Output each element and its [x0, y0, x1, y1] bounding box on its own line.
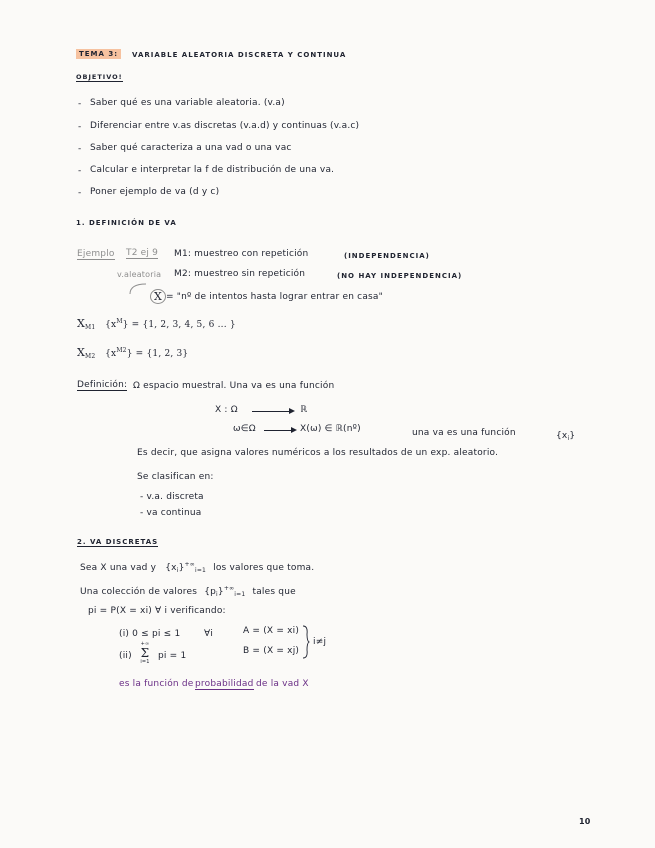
page-number: 10	[579, 817, 591, 826]
list-bullet: -	[78, 166, 82, 176]
prob-word: probabilidad	[195, 679, 254, 689]
section-2-heading: 2. VA DISCRETAS	[77, 538, 159, 546]
map-line-2-left: ω∈Ω	[233, 424, 256, 434]
xm1-expression: $X_{M1}$ $\{x^M\} = \{1$, 2, 3, 4, 5, 6 ... }	[77, 317, 236, 331]
list-item: Poner ejemplo de va (d y c)	[90, 187, 220, 197]
xm2-expression: $X_{M2}$ $\{x^{M2}\} = \{1$, 2, 3}	[77, 346, 189, 360]
map-line-1-right: ℝ	[300, 405, 308, 415]
event-a: A = (X = xi)	[243, 626, 300, 636]
sum-symbol: +∞ Σ i=1	[140, 641, 150, 665]
ejemplo-code: T2 ej 9	[126, 248, 159, 258]
brace-icon	[302, 625, 310, 659]
tema-label: TEMA 3:	[76, 49, 121, 59]
se-clasifican-text: Se clasifican en:	[137, 472, 214, 482]
list-bullet: -	[78, 188, 82, 198]
type-item: - va continua	[140, 508, 202, 518]
arrow-line	[252, 411, 290, 412]
curved-arrow-icon	[126, 282, 148, 296]
condition-1: (i) 0 ≤ pi ≤ 1	[119, 629, 181, 639]
vad-line-1: Sea X una vad y $\{x_i\}^{+\infty}_{i=1}$ los valores que toma.	[80, 561, 315, 574]
list-item: Diferenciar entre v.as discretas (v.a.d) y continuas (v.a.c)	[90, 121, 360, 131]
x-definition-text: = "nº de intentos hasta lograr entrar en casa"	[166, 292, 383, 302]
event-b: B = (X = xj)	[243, 646, 300, 656]
map-set: $\{x_i\}$	[556, 431, 576, 442]
prob-text-b: de la vad X	[256, 679, 309, 689]
definicion-text: Ω espacio muestral. Una va es una función	[133, 381, 335, 391]
prob-text-a: es la función de	[119, 679, 194, 689]
condition-2-label: (ii)	[119, 651, 132, 661]
section-1-heading: 1. DEFINICIÓN DE VA	[76, 219, 177, 227]
condition-2-rest: pi = 1	[158, 651, 187, 661]
arrow-line	[264, 430, 292, 431]
map-line-1-left: X : Ω	[215, 405, 238, 415]
x-variable-symbol: X	[150, 289, 166, 304]
m2-prefix: v.aleatoria	[117, 270, 162, 279]
m1-note: (INDEPENDENCIA)	[344, 252, 430, 260]
m2-text: M2: muestreo sin repetición	[174, 269, 306, 279]
list-bullet: -	[78, 99, 82, 109]
arrow-right-icon	[289, 408, 295, 414]
es-decir-text: Es decir, que asigna valores numéricos a los resultados de un exp. aleatorio.	[137, 448, 499, 458]
list-bullet: -	[78, 144, 82, 154]
list-item: Calcular e interpretar la f de distribución de una va.	[90, 165, 335, 175]
list-item: Saber qué es una variable aleatoria. (v.a)	[90, 98, 285, 108]
condition-1-forall: ∀i	[204, 629, 214, 639]
objetivo-heading: OBJETIVO!	[76, 73, 123, 81]
list-bullet: -	[78, 122, 82, 132]
m1-text: M1: muestreo con repetición	[174, 249, 309, 259]
event-condition: i≠j	[313, 637, 327, 647]
list-item: Saber qué caracteriza a una vad o una vac	[90, 143, 292, 153]
definicion-label: Definición:	[77, 380, 128, 390]
map-line-2-right: X(ω) ∈ ℝ(nº)	[300, 424, 361, 434]
m2-note: (NO HAY INDEPENDENCIA)	[337, 272, 463, 280]
ejemplo-label: Ejemplo	[77, 249, 115, 259]
arrow-right-icon	[291, 427, 297, 433]
vad-line-2: Una colección de valores $\{p_i\}^{+\infty}_{i=1}$ tales que	[80, 585, 296, 598]
map-note: una va es una función	[412, 428, 516, 438]
page-title: VARIABLE ALEATORIA DISCRETA Y CONTINUA	[132, 51, 347, 59]
type-item: - v.a. discreta	[140, 492, 204, 502]
vad-line-3: pi = P(X = xi) ∀ i verificando:	[88, 606, 226, 616]
